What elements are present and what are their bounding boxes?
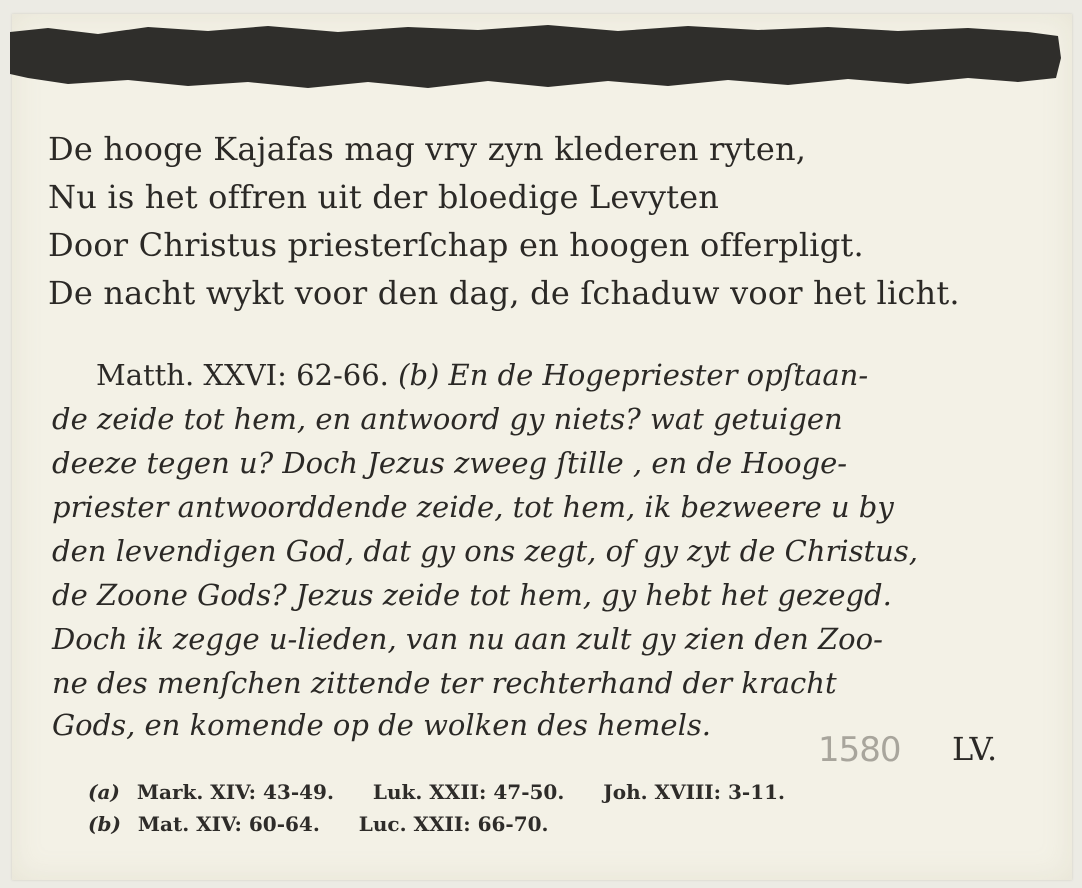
verse-line-3: Door Christus priesterſchap en hoogen offerpligt. — [48, 226, 864, 264]
prose-line-3: deeze tegen u? Doch Jezus zweeg ſtille , en de Hooge- — [52, 446, 848, 480]
scripture-reference: Matth. XXVI: 62-66. — [96, 358, 389, 392]
prose-line-6: de Zoone Gods? Jezus zeide tot hem, gy hebt het gezegd. — [52, 578, 892, 612]
verse-line-4: De nacht wykt voor den dag, de ſchaduw voor het licht. — [48, 274, 960, 312]
footnote-ref: Joh. XVIII: 3-11. — [603, 780, 786, 804]
footnote-ref: Mat. XIV: 60-64. — [137, 812, 320, 836]
prose-line-8: ne des menſchen zittende ter rechterhand der kracht — [52, 666, 837, 700]
footnote-ref: Luk. XXII: 47-50. — [372, 780, 565, 804]
black-ink-strip — [8, 18, 1063, 90]
footnote-marker: (a) — [88, 780, 120, 804]
page-number: LV. — [952, 730, 998, 768]
footnote-b — [88, 812, 581, 836]
verse-line-2: Nu is het offren uit der bloedige Levyten — [48, 178, 720, 216]
footnote-ref: Mark. XIV: 43-49. — [136, 780, 334, 804]
prose-line-5: den levendigen God, dat gy ons zegt, of gy zyt de Christus, — [52, 534, 918, 568]
footnote-marker: (b) — [88, 812, 121, 836]
footnote-a — [88, 780, 817, 804]
verse-line-1: De hooge Kajafas mag vry zyn klederen ryten, — [48, 130, 807, 168]
prose-line-1-text: En de Hogepriester opſtaan- — [448, 358, 869, 392]
prose-line-4: priester antwoorddende zeide, tot hem, ik bezweere u by — [52, 490, 894, 524]
prose-line-1 — [96, 358, 868, 392]
footnote-ref: Luc. XXII: 66-70. — [358, 812, 549, 836]
prose-line-2: de zeide tot hem, en antwoord gy niets? wat getuigen — [52, 402, 843, 436]
prose-line-7: Doch ik zegge u-lieden, van nu aan zult gy zien den Zoo- — [52, 622, 883, 656]
prose-marker: (b) — [398, 358, 440, 392]
pencil-inventory-number: 1580 — [818, 730, 901, 770]
prose-line-9: Gods, en komende op de wolken des hemels. — [52, 708, 711, 742]
